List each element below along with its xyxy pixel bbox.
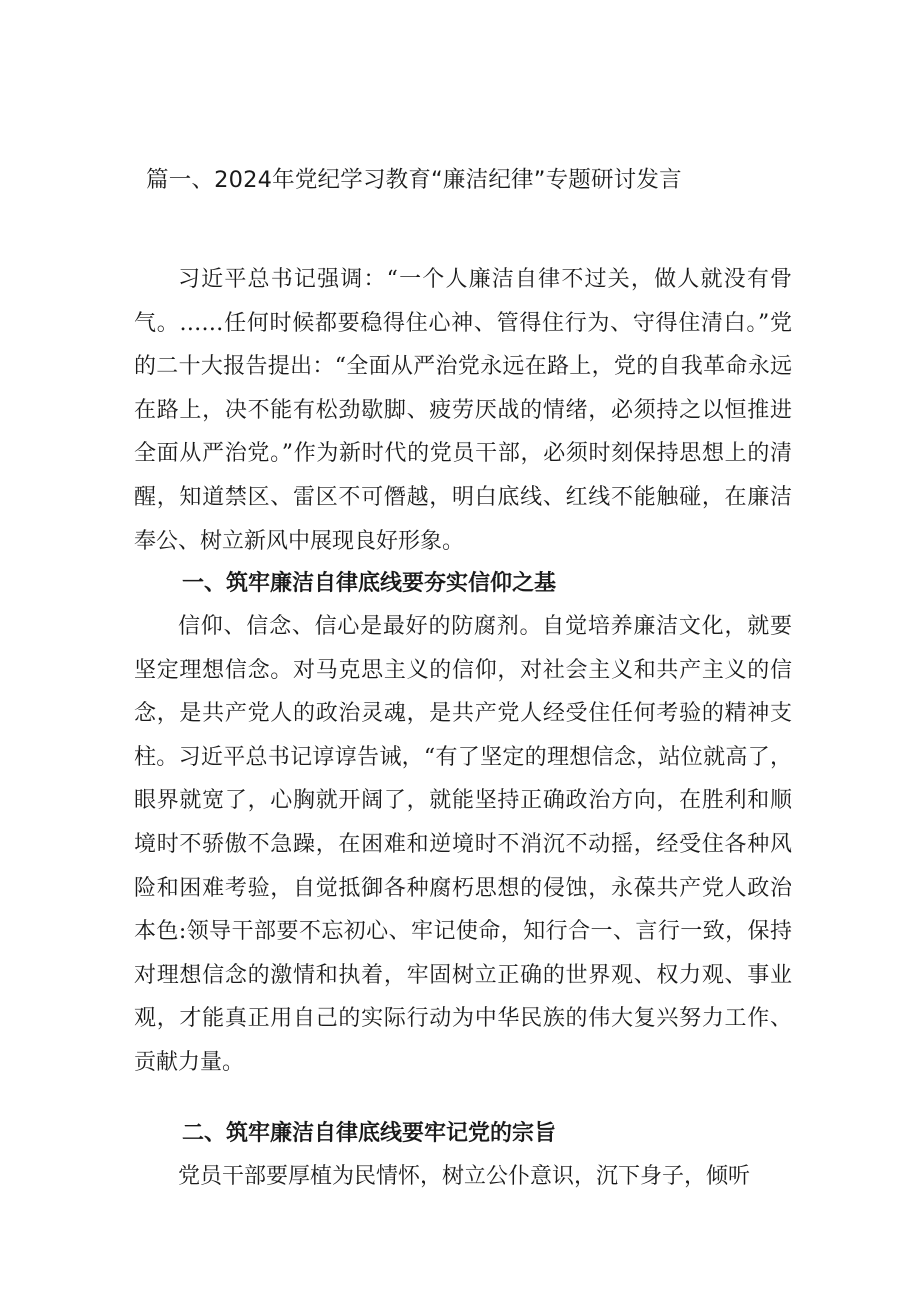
section-heading-1: 一、筑牢廉洁自律底线要夯实信仰之基 bbox=[182, 571, 557, 596]
section-heading-2: 二、筑牢廉洁自律底线要牢记党的宗旨 bbox=[182, 1121, 557, 1146]
paragraph-section-1: 信仰、信念、信心是最好的防腐剂。自觉培养廉洁文化，就要坚定理想信念。对马克思主义的信仰，对社会主义和共产主义的信念，是共产党人的政治灵魂，是共产党人经受住任何考验的精神支柱。习近平总书记谆谆告诫，“有了坚定的理想信念，站位就高了，眼界就宽了，心胸就开阔了，就能坚持正确政治方向，在胜利和顺境时不骄傲不急躁，在困难和逆境时不消沉不动摇，经受住各种风险和困难考验，自觉抵御各种腐朽思想的侵蚀，永葆共产党人政治本色:领导干部要不忘初心、牢记使命，知行合一、言行一致，保持对理想信念的激情和执着，牢固树立正确的世界观、权力观、事业观，才能真正用自己的实际行动为中华民族的伟大复兴努力工作、贡献力量。 bbox=[134, 614, 792, 1075]
document-title: 篇一、2024年党纪学习教育“廉洁纪律”专题研讨发言 bbox=[146, 167, 682, 193]
paragraph-intro: 习近平总书记强调：“一个人廉洁自律不过关，做人就没有骨气。……任何时候都要稳得住心神、管得住行为、守得住清白。”党的二十大报告提出：“全面从严治党永远在路上，党的自我革命永远在路上，决不能有松劲歇脚、疲劳厌战的情绪，必须持之以恒推进全面从严治党。”作为新时代的党员干部，必须时刻保持思想上的清醒，知道禁区、雷区不可僭越，明白底线、红线不能触碰，在廉洁奉公、树立新风中展现良好形象。 bbox=[134, 267, 792, 554]
paragraph-section-2: 党员干部要厚植为民情怀，树立公仆意识，沉下身子，倾听 bbox=[178, 1164, 751, 1189]
